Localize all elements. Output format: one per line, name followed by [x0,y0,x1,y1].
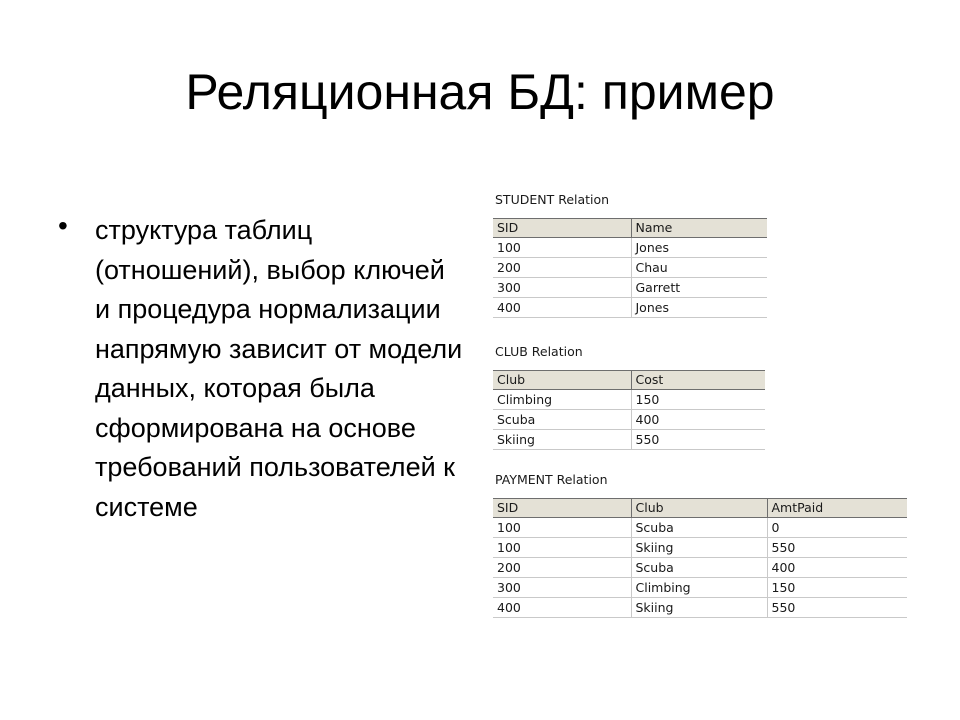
column-header: SID [493,219,631,238]
payment-relation-caption: PAYMENT Relation [495,472,608,487]
table-cell: Chau [631,258,767,278]
table-cell: 400 [767,558,907,578]
table-header-row [493,371,765,390]
table-cell: Climbing [631,578,767,598]
table-cell: 100 [493,238,631,258]
table-row [493,410,765,430]
table-cell: 150 [767,578,907,598]
column-header: AmtPaid [767,499,907,518]
table-cell: 400 [631,410,765,430]
payment-relation-table [493,498,907,618]
table-cell: 400 [493,298,631,318]
table-cell: 550 [631,430,765,450]
table-cell: Skiing [631,598,767,618]
table-cell: 550 [767,538,907,558]
table-row [493,258,767,278]
table-cell: 300 [493,578,631,598]
table-row [493,238,767,258]
student-relation-table [493,218,767,318]
table-row [493,558,907,578]
table-cell: 150 [631,390,765,410]
table-row [493,578,907,598]
club-relation-table [493,370,765,450]
table-cell: 100 [493,518,631,538]
table-cell: 200 [493,558,631,578]
table-cell: Scuba [493,410,631,430]
column-header: Cost [631,371,765,390]
column-header: SID [493,499,631,518]
table-cell: Jones [631,238,767,258]
table-row [493,390,765,410]
table-cell: 400 [493,598,631,618]
bullet-text: структура таблиц (отношений), выбор ключей и процедура нормализации напрямую зависит от модели данных, которая была сформирована на основе требований пользователей к системе [95,215,463,522]
table-cell: Scuba [631,518,767,538]
slide-title: Реляционная БД: пример [185,64,775,120]
table-cell: Skiing [631,538,767,558]
table-cell: 100 [493,538,631,558]
table-row [493,298,767,318]
table-cell: 300 [493,278,631,298]
column-header: Club [631,499,767,518]
table-cell: 550 [767,598,907,618]
column-header: Name [631,219,767,238]
table-row [493,518,907,538]
table-header-row [493,499,907,518]
table-cell: Jones [631,298,767,318]
table-cell: Scuba [631,558,767,578]
column-header: Club [493,371,631,390]
student-relation-caption: STUDENT Relation [495,192,610,207]
table-cell: Climbing [493,390,631,410]
club-relation-caption: CLUB Relation [495,344,583,359]
table-header-row [493,219,767,238]
table-cell: 200 [493,258,631,278]
table-row [493,430,765,450]
table-row [493,278,767,298]
table-cell: 0 [767,518,907,538]
table-row [493,538,907,558]
table-cell: Skiing [493,430,631,450]
bullet-dot-icon: • [58,210,68,241]
table-row [493,598,907,618]
table-cell: Garrett [631,278,767,298]
